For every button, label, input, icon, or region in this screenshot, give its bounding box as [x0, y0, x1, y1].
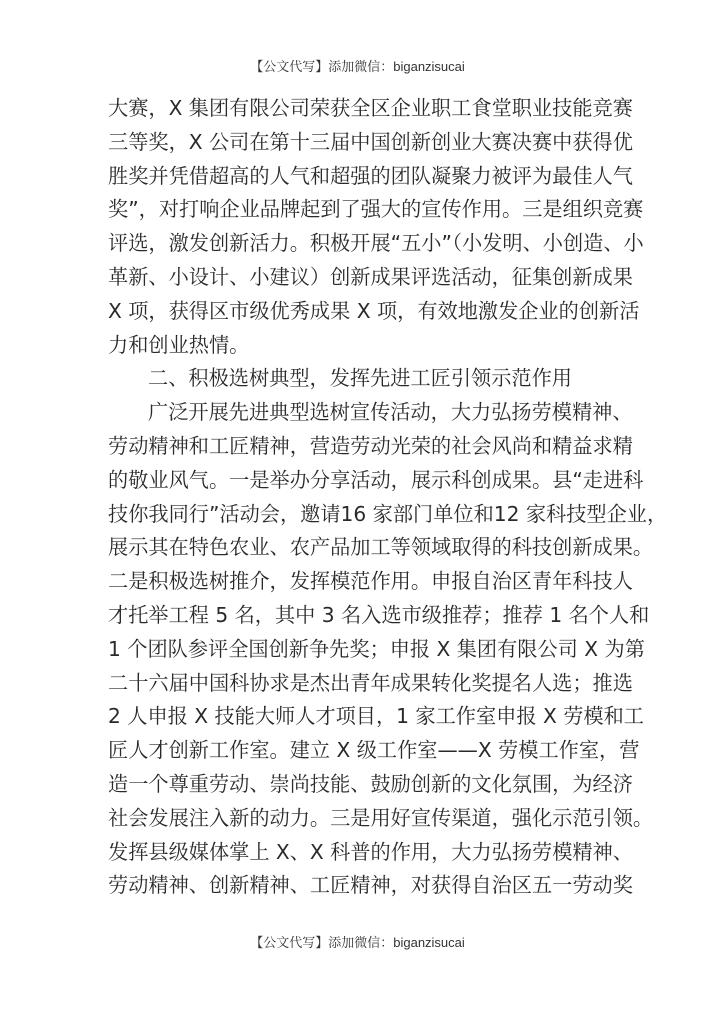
document-body	[108, 92, 668, 903]
text-line: 评选，激发创新活力。积极开展“五小”（小发明、小创造、小	[108, 231, 644, 256]
text-line: 胜奖并凭借超高的人气和超强的团队凝聚力被评为最佳人气	[108, 163, 633, 188]
text-line: 展示其在特色农业、农产品加工等领域取得的科技创新成果。	[108, 535, 654, 560]
text-line: 二是积极选树推介，发挥模范作用。申报自治区青年科技人	[108, 569, 633, 594]
text-line: 1 个团队参评全国创新争先奖；申报 X 集团有限公司 X 为第	[108, 636, 645, 661]
header-watermark-id: biganzisucai	[393, 59, 465, 74]
text-line: 匠人才创新工作室。建立 X 级工作室——X 劳模工作室，营	[108, 738, 640, 763]
text-line: 大赛，X 集团有限公司荣获全区企业职工食堂职业技能竞赛	[108, 96, 633, 120]
text-line: 技你我同行”活动会，邀请16 家部门单位和12 家科技型企业，	[108, 501, 668, 526]
text-line: 劳动精神和工匠精神，营造劳动光荣的社会风尚和精益求精	[108, 433, 633, 458]
footer-watermark-id: biganzisucai	[393, 935, 465, 950]
text-line: 力和创业热情。	[108, 332, 250, 357]
text-line: 革新、小设计、小建议）创新成果评选活动，征集创新成果	[108, 264, 633, 289]
text-line: 造一个尊重劳动、崇尚技能、鼓励创新的文化氛围，为经济	[108, 771, 633, 796]
text-line: 发挥县级媒体掌上 X、X 科普的作用，大力弘扬劳模精神、	[108, 839, 633, 864]
header-watermark-prefix: 【公文代写】添加微信：	[250, 60, 394, 75]
text-line: 社会发展注入新的动力。三是用好宣传渠道，强化示范引领。	[108, 805, 654, 830]
text-line: 的敬业风气。一是举办分享活动，展示科创成果。县“走进科	[108, 467, 644, 492]
text-line: 三等奖，X 公司在第十三届中国创新创业大赛决赛中获得优	[108, 129, 633, 154]
text-line: 劳动精神、创新精神、工匠精神，对获得自治区五一劳动奖	[108, 873, 633, 898]
footer-watermark-prefix: 【公文代写】添加微信：	[250, 936, 394, 951]
header-watermark	[0, 56, 715, 75]
text-line: 奖”，对打响企业品牌起到了强大的宣传作用。三是组织竞赛	[108, 197, 644, 222]
text-line: 广泛开展先进典型选树宣传活动，大力弘扬劳模精神、	[148, 400, 633, 425]
text-line: 二十六届中国科协求是杰出青年成果转化奖提名人选；推选	[108, 670, 633, 695]
text-line: X 项，获得区市级优秀成果 X 项，有效地激发企业的创新活	[108, 298, 640, 323]
footer-watermark	[0, 932, 715, 951]
section-heading: 二、积极选树典型，发挥先进工匠引领示范作用	[148, 366, 572, 391]
text-line: 2 人申报 X 技能大师人才项目，1 家工作室申报 X 劳模和工	[108, 704, 644, 729]
text-line: 才托举工程 5 名，其中 3 名入选市级推荐；推荐 1 名个人和	[108, 602, 650, 627]
